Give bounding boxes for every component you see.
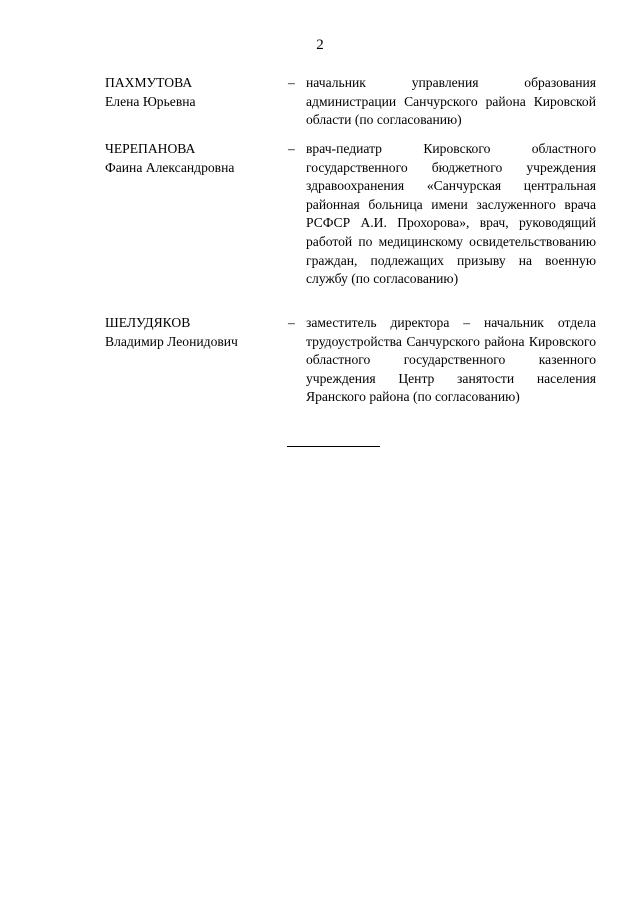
member-entry-pakhmutova (105, 74, 597, 130)
member-given-name: Елена Юрьевна (105, 93, 196, 109)
member-position: заместитель директора – начальник отдела трудоустройства Санчурского района Кировского областного государственного казенного учреждения Центр занятости населения Яранского района (по согласованию) (306, 315, 596, 405)
member-surname: ЧЕРЕПАНОВА (105, 141, 196, 156)
member-surname: ПАХМУТОВА (105, 75, 193, 90)
member-surname: ШЕЛУДЯКОВ (105, 315, 191, 330)
dash-separator: – (288, 315, 295, 330)
member-given-name: Фаина Александровна (105, 159, 235, 175)
member-position: врач-педиатр Кировского областного государственного бюджетного учреждения здравоохранения «Санчурская центральная районная больница имени заслуженного врача РСФСР А.И. Прохорова», врач, руководящий работой по медицинскому освидетельствованию граждан, подлежащих призыву на военную службу (по согласованию) (306, 141, 596, 287)
page-number: 2 (316, 37, 324, 53)
closing-rule (287, 446, 380, 447)
member-name (105, 140, 288, 289)
member-name (105, 74, 288, 130)
member-name (105, 314, 288, 407)
member-position: начальник управления образования администрации Санчурского района Кировской области (по согласованию) (306, 75, 596, 128)
dash-separator: – (288, 75, 295, 90)
member-entry-sheludyakov (105, 314, 597, 407)
member-entry-cherepanova (105, 140, 597, 289)
dash-separator: – (288, 141, 295, 156)
member-given-name: Владимир Леонидович (105, 333, 238, 349)
